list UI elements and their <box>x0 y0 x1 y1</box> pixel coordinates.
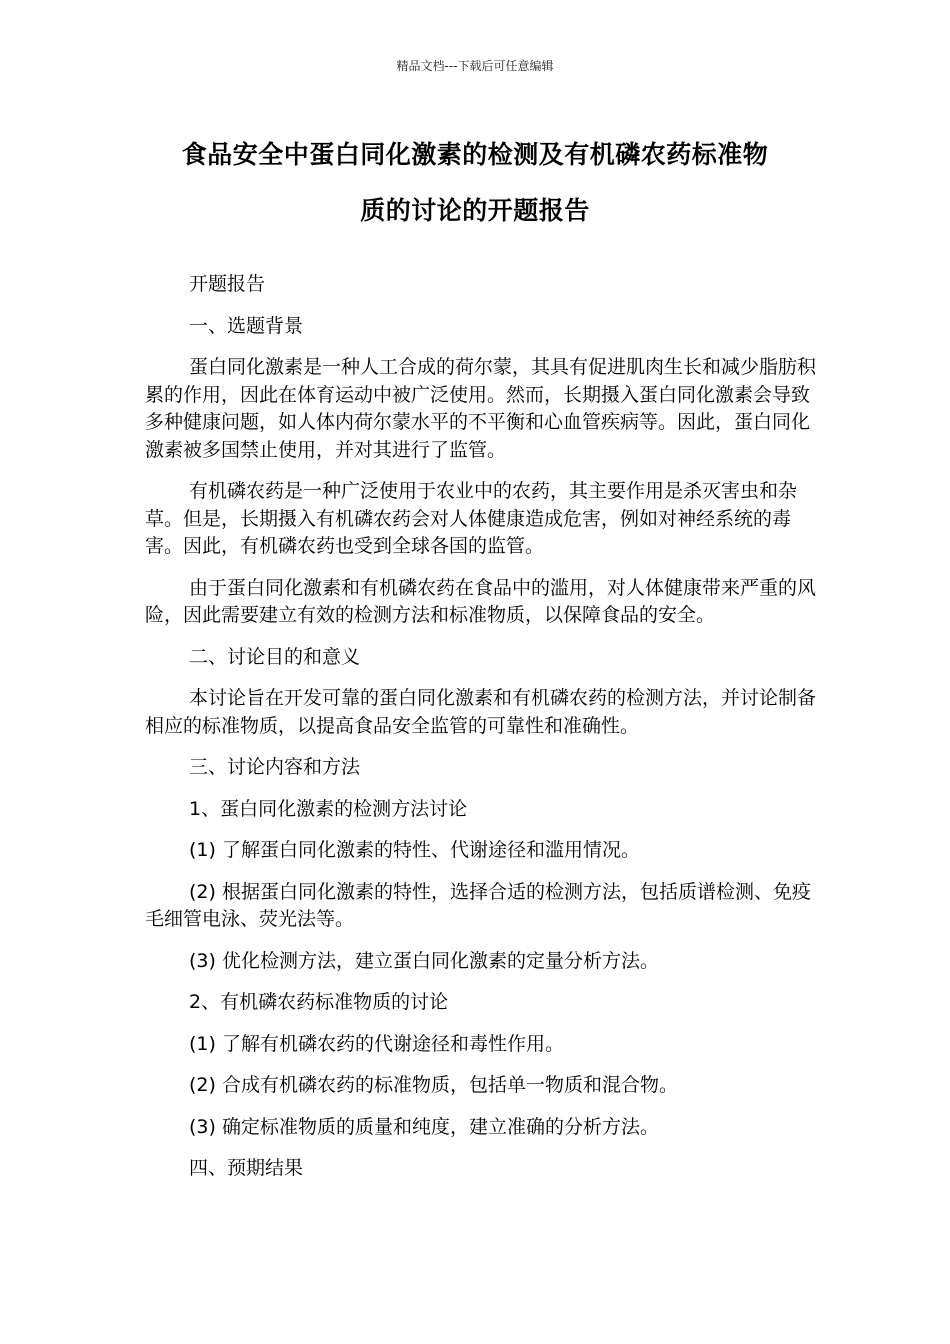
list-item: (1) 了解有机磷农药的代谢途径和毒性作用。 <box>189 1032 564 1055</box>
paragraph-purpose: 本讨论旨在开发可靠的蛋白同化激素和有机磷农药的检测方法，并讨论制备相应的标准物质，以提高食品安全监管的可靠性和准确性。 <box>145 687 817 737</box>
subsection-heading-hormone-detection: 1、蛋白同化激素的检测方法讨论 <box>189 797 468 820</box>
list-item: (2) 根据蛋白同化激素的特性，选择合适的检测方法，包括质谱检测、免疫毛细管电泳、荧光法等。 <box>145 880 811 930</box>
section-heading-expected-results: 四、预期结果 <box>189 1157 304 1179</box>
document-title-line-1: 食品安全中蛋白同化激素的检测及有机磷农药标准物 <box>181 140 769 169</box>
document-body <box>145 271 819 1197</box>
section-heading-background: 一、选题背景 <box>189 314 304 337</box>
list-item: (1) 了解蛋白同化激素的特性、代谢途径和滥用情况。 <box>189 839 640 861</box>
section-heading-purpose: 二、讨论目的和意义 <box>189 645 361 668</box>
list-item: (3) 确定标准物质的质量和纯度，建立准确的分析方法。 <box>189 1115 659 1138</box>
document-title-line-2: 质的讨论的开题报告 <box>360 196 590 225</box>
section-label-report: 开题报告 <box>189 273 266 295</box>
paragraph-organophosphorus-pesticides: 有机磷农药是一种广泛使用于农业中的农药，其主要作用是杀灭害虫和杂草。但是，长期摄入有机磷农药会对人体健康造成危害，例如对神经系统的毒害。因此，有机磷农药也受到全球各国的监管。 <box>145 480 798 557</box>
subsection-heading-pesticide-standards: 2、有机磷农药标准物质的讨论 <box>189 991 449 1013</box>
list-item: (3) 优化检测方法，建立蛋白同化激素的定量分析方法。 <box>189 949 659 972</box>
paragraph-anabolic-hormones: 蛋白同化激素是一种人工合成的荷尔蒙，其具有促进肌肉生长和减少脂肪积累的作用，因此在体育运动中被广泛使用。然而，长期摄入蛋白同化激素会导致多种健康问题，如人体内荷尔蒙水平的不平衡和心血管疾病等。因此，蛋白同化激素被多国禁止使用，并对其进行了监管。 <box>145 356 817 461</box>
section-heading-methods: 三、讨论内容和方法 <box>189 756 361 778</box>
page-header-note: 精品文档---下载后可任意编辑 <box>396 59 554 73</box>
list-item: (2) 合成有机磷农药的标准物质，包括单一物质和混合物。 <box>189 1074 678 1096</box>
paragraph-food-safety-risk: 由于蛋白同化激素和有机磷农药在食品中的滥用，对人体健康带来严重的风险，因此需要建立有效的检测方法和标准物质，以保障食品的安全。 <box>145 576 817 626</box>
